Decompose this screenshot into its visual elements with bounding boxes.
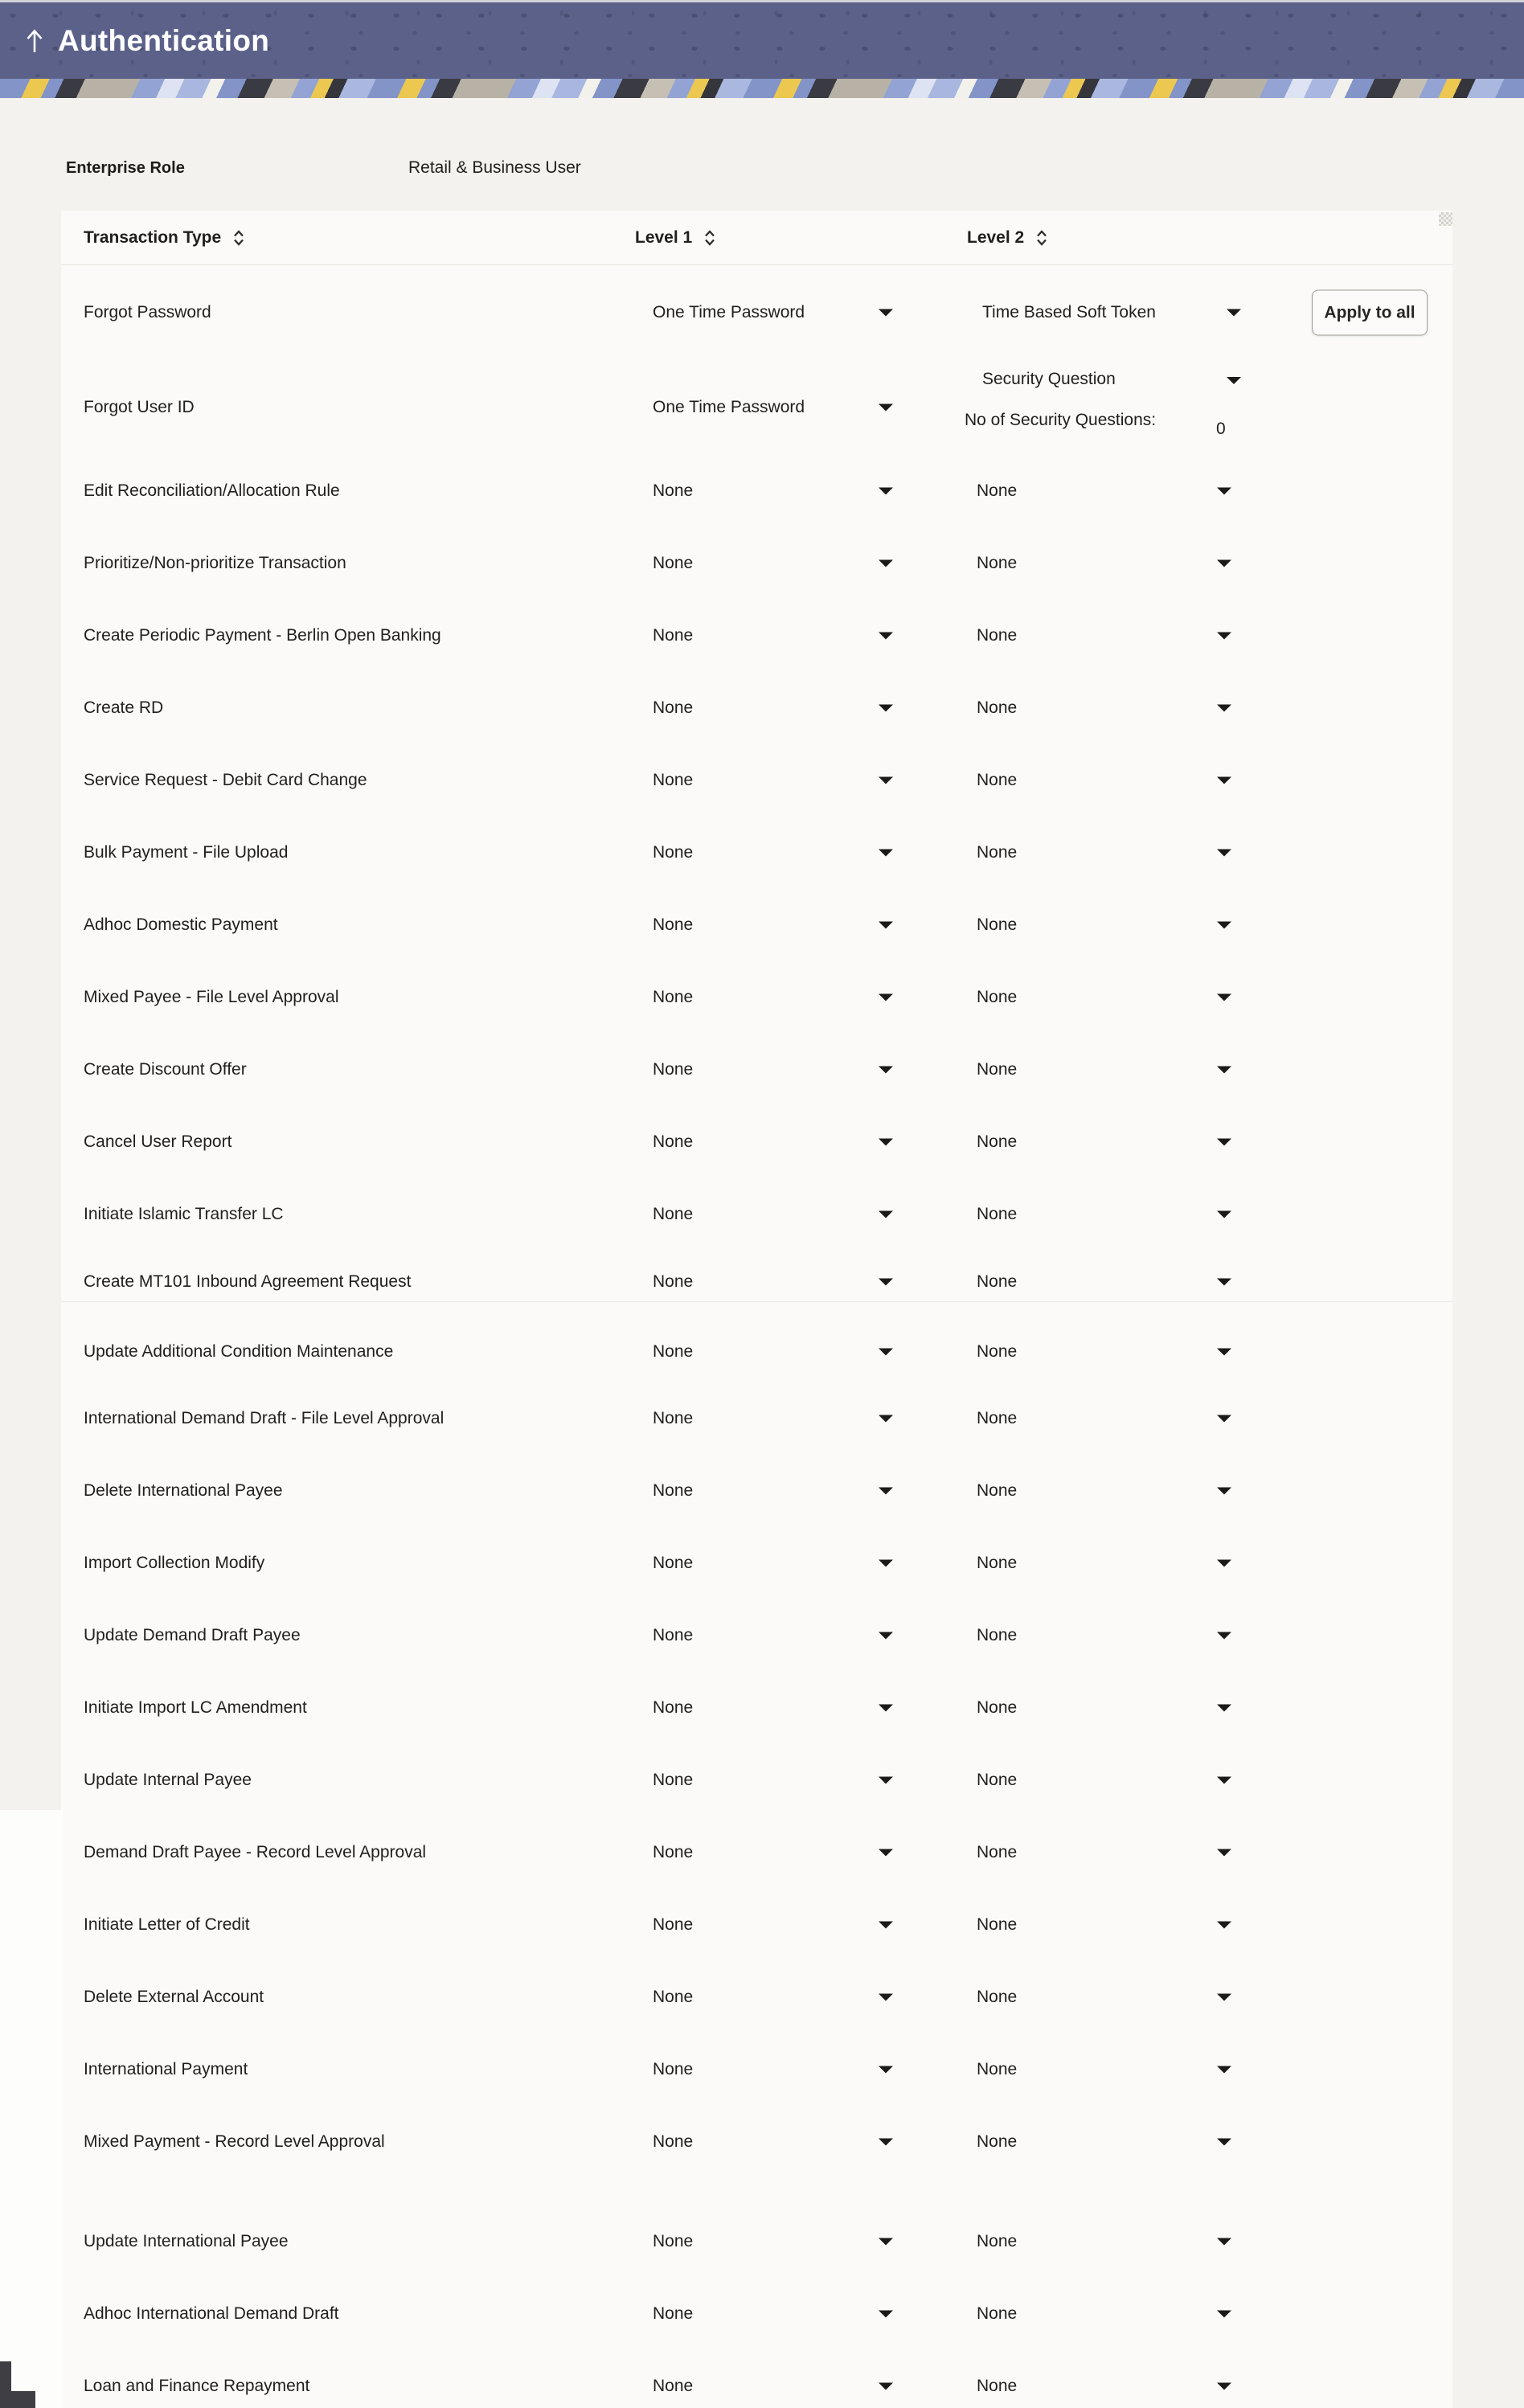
column-header-level2 [967, 228, 1048, 248]
table-row [61, 2033, 1452, 2106]
transaction-type-label: Edit Reconciliation/Allocation Rule [84, 481, 340, 500]
table-header-row [61, 211, 1452, 265]
level2-select-value[interactable]: None [977, 1554, 1018, 1572]
level1-dropdown-arrow-icon[interactable] [879, 1415, 893, 1423]
level1-select-value[interactable]: None [653, 2304, 694, 2323]
sort-icon[interactable] [232, 228, 245, 248]
level1-dropdown-arrow-icon[interactable] [879, 1777, 893, 1784]
level1-dropdown-arrow-icon[interactable] [879, 2238, 893, 2246]
level2-select-value[interactable]: None [977, 1060, 1018, 1079]
level1-select-value[interactable]: None [653, 1481, 694, 1500]
level2-dropdown-arrow-icon[interactable] [1217, 1067, 1231, 1074]
level1-dropdown-arrow-icon[interactable] [879, 1279, 893, 1286]
sort-icon[interactable] [703, 228, 716, 248]
level2-select-value[interactable]: None [977, 2304, 1018, 2323]
transaction-type-label: Loan and Finance Repayment [84, 2377, 310, 2395]
table-row [61, 817, 1452, 889]
level2-dropdown-arrow-icon[interactable] [1217, 777, 1231, 784]
level2-select-value[interactable]: None [977, 771, 1018, 789]
level1-select-value[interactable]: None [653, 2377, 694, 2395]
level2-select-value[interactable]: None [977, 2060, 1018, 2078]
level1-select-value[interactable]: None [653, 1554, 694, 1572]
level1-select-value[interactable]: One Time Password [653, 398, 805, 416]
level2-dropdown-arrow-icon[interactable] [1217, 1777, 1231, 1784]
level1-select-value[interactable]: None [653, 1409, 694, 1427]
table-row [61, 961, 1452, 1034]
level2-dropdown-arrow-icon[interactable] [1217, 1139, 1231, 1146]
app-header [0, 2, 1524, 79]
level2-select-value[interactable]: None [977, 2232, 1018, 2250]
level2-dropdown-arrow-icon[interactable] [1217, 2383, 1231, 2390]
level2-select-value[interactable]: None [977, 1843, 1018, 1861]
level1-select-value[interactable]: None [653, 2232, 694, 2250]
level1-dropdown-arrow-icon[interactable] [879, 560, 893, 567]
transaction-type-label: Create Periodic Payment - Berlin Open Banking [84, 626, 441, 645]
level2-dropdown-arrow-icon[interactable] [1217, 1994, 1231, 2001]
level2-dropdown-arrow-icon[interactable] [1217, 1415, 1231, 1423]
level2-dropdown-arrow-icon[interactable] [1227, 309, 1241, 317]
table-row [61, 1034, 1452, 1106]
level1-select-value[interactable]: None [653, 554, 694, 572]
page-title: Authentication [58, 23, 270, 57]
level2-select-value[interactable]: None [977, 554, 1018, 572]
level1-dropdown-arrow-icon[interactable] [879, 850, 893, 857]
security-questions-label: No of Security Questions: [965, 411, 1157, 429]
level2-dropdown-arrow-icon[interactable] [1217, 1211, 1231, 1218]
table-row [61, 2205, 1452, 2278]
level2-select-value[interactable]: None [977, 698, 1018, 717]
column-header-label: Transaction Type [84, 227, 222, 247]
transaction-type-label: Adhoc International Demand Draft [84, 2304, 339, 2323]
level2-dropdown-arrow-icon[interactable] [1217, 1349, 1231, 1356]
level2-select-value[interactable]: None [977, 1988, 1018, 2006]
level1-dropdown-arrow-icon[interactable] [879, 1211, 893, 1218]
transaction-type-label: Initiate Letter of Credit [84, 1915, 250, 1934]
security-questions-count[interactable]: 0 [1216, 420, 1226, 438]
transaction-type-label: Update Internal Payee [84, 1771, 252, 1789]
apply-to-all-button[interactable]: Apply to all [1312, 290, 1428, 336]
level2-select-value[interactable]: None [977, 915, 1018, 934]
table-row [61, 2350, 1452, 2408]
transaction-type-label: Delete International Payee [84, 1481, 283, 1500]
table-row [61, 1455, 1452, 1527]
level1-dropdown-arrow-icon[interactable] [879, 1139, 893, 1146]
level1-dropdown-arrow-icon[interactable] [879, 2383, 893, 2390]
level2-select-value[interactable]: None [977, 2132, 1018, 2151]
transaction-type-label: Prioritize/Non-prioritize Transaction [84, 554, 346, 572]
level2-select-value[interactable]: None [977, 1272, 1018, 1292]
table-row [61, 1672, 1452, 1744]
level2-select-value[interactable]: None [977, 843, 1018, 862]
decorative-stripe-band [0, 79, 1524, 98]
transaction-type-label: International Payment [84, 2060, 248, 2078]
transaction-type-label: Forgot Password [84, 303, 211, 321]
column-header-level1 [635, 228, 716, 248]
level1-dropdown-arrow-icon[interactable] [879, 633, 893, 640]
level1-dropdown-arrow-icon[interactable] [879, 1560, 893, 1567]
level2-select-value[interactable]: None [977, 626, 1018, 645]
table-row [61, 744, 1452, 817]
level2-select-value[interactable]: None [977, 1626, 1018, 1644]
level2-dropdown-arrow-icon[interactable] [1217, 2311, 1231, 2318]
transaction-type-label: Create MT101 Inbound Agreement Request [84, 1272, 412, 1292]
level2-dropdown-arrow-icon[interactable] [1217, 1705, 1231, 1712]
level1-select-value[interactable]: None [653, 1132, 694, 1151]
level1-select-value[interactable]: None [653, 2132, 694, 2151]
level2-dropdown-arrow-icon[interactable] [1217, 560, 1231, 567]
level2-dropdown-arrow-icon[interactable] [1217, 850, 1231, 857]
level2-select-value[interactable]: None [977, 1205, 1018, 1223]
table-row [61, 600, 1452, 672]
level1-dropdown-arrow-icon[interactable] [879, 1488, 893, 1495]
level1-select-value[interactable]: None [653, 1060, 694, 1079]
table-row [61, 2278, 1452, 2350]
level1-dropdown-arrow-icon[interactable] [879, 404, 893, 412]
transaction-type-label: Initiate Islamic Transfer LC [84, 1205, 284, 1223]
enterprise-role-label: Enterprise Role [66, 159, 185, 177]
transaction-type-label: Create RD [84, 698, 164, 717]
level1-select-value[interactable]: None [653, 698, 694, 717]
level1-dropdown-arrow-icon[interactable] [879, 1632, 893, 1640]
level1-select-value[interactable]: None [653, 2060, 694, 2078]
level2-select-value[interactable]: None [977, 988, 1018, 1006]
level2-dropdown-arrow-icon[interactable] [1217, 1488, 1231, 1495]
column-header-label: Level 1 [635, 227, 693, 247]
level2-dropdown-arrow-icon[interactable] [1217, 2066, 1231, 2074]
table-row [61, 360, 1452, 455]
level1-select-value[interactable]: None [653, 626, 694, 645]
level2-dropdown-arrow-icon[interactable] [1217, 633, 1231, 640]
level1-select-value[interactable]: None [653, 1205, 694, 1223]
level2-dropdown-arrow-icon[interactable] [1217, 1922, 1231, 1929]
transaction-type-label: Mixed Payment - Record Level Approval [84, 2132, 385, 2151]
level2-dropdown-arrow-icon[interactable] [1217, 1560, 1231, 1567]
transaction-type-label: Bulk Payment - File Upload [84, 843, 289, 862]
table-body [61, 265, 1452, 2408]
transaction-type-label: Demand Draft Payee - Record Level Approval [84, 1843, 427, 1861]
left-gutter-panel [0, 1810, 63, 2408]
level1-select-value[interactable]: None [653, 843, 694, 862]
level2-dropdown-arrow-icon[interactable] [1217, 488, 1231, 495]
level2-dropdown-arrow-icon[interactable] [1217, 1632, 1231, 1640]
level1-select-value[interactable]: None [653, 915, 694, 934]
level2-dropdown-arrow-icon[interactable] [1217, 1849, 1231, 1857]
table-row [61, 1599, 1452, 1672]
level1-dropdown-arrow-icon[interactable] [879, 2139, 893, 2146]
level2-dropdown-arrow-icon[interactable] [1217, 1279, 1231, 1286]
level1-dropdown-arrow-icon[interactable] [879, 2311, 893, 2318]
level1-select-value[interactable]: None [653, 1771, 694, 1789]
table-row [61, 527, 1452, 600]
level2-select-value[interactable]: Security Question [982, 370, 1116, 388]
level1-select-value[interactable]: None [653, 1626, 694, 1644]
level1-select-value[interactable]: None [653, 1272, 694, 1292]
transaction-type-label: Delete External Account [84, 1988, 264, 2006]
table-row [61, 2106, 1452, 2178]
transaction-type-label: Cancel User Report [84, 1132, 232, 1151]
table-row [61, 1302, 1452, 1382]
enterprise-role-row [0, 158, 1524, 182]
level2-select-value[interactable]: None [977, 1915, 1018, 1934]
table-row [61, 1106, 1452, 1178]
level1-dropdown-arrow-icon[interactable] [879, 1922, 893, 1929]
level2-dropdown-arrow-icon[interactable] [1217, 2139, 1231, 2146]
column-header-transaction-type [84, 228, 245, 248]
table-row [61, 1961, 1452, 2033]
transaction-type-label: Adhoc Domestic Payment [84, 915, 278, 934]
bottom-left-dark-corner [0, 2391, 35, 2408]
level2-select-value[interactable]: None [977, 1409, 1018, 1427]
level2-select-value[interactable]: None [977, 1342, 1018, 1361]
table-row [61, 455, 1452, 527]
level2-dropdown-arrow-icon[interactable] [1217, 994, 1231, 1001]
level1-select-value[interactable]: None [653, 481, 694, 500]
level1-dropdown-arrow-icon[interactable] [879, 1349, 893, 1356]
level2-select-value[interactable]: Time Based Soft Token [982, 303, 1156, 321]
level1-select-value[interactable]: One Time Password [653, 303, 805, 321]
table-row [61, 672, 1452, 744]
level2-dropdown-arrow-icon[interactable] [1217, 922, 1231, 929]
transaction-type-label: Import Collection Modify [84, 1554, 265, 1572]
level2-select-value[interactable]: None [977, 481, 1018, 500]
table-row [61, 1816, 1452, 1889]
level1-select-value[interactable]: None [653, 988, 694, 1006]
level2-dropdown-arrow-icon[interactable] [1227, 377, 1241, 384]
transaction-type-label: Update Additional Condition Maintenance [84, 1342, 394, 1361]
level1-select-value[interactable]: None [653, 1843, 694, 1861]
level1-dropdown-arrow-icon[interactable] [879, 705, 893, 712]
column-header-label: Level 2 [967, 227, 1025, 247]
level1-dropdown-arrow-icon[interactable] [879, 1994, 893, 2001]
level1-select-value[interactable]: None [653, 771, 694, 789]
sort-icon[interactable] [1035, 228, 1048, 248]
table-row [61, 889, 1452, 961]
transaction-type-label: Update Demand Draft Payee [84, 1626, 301, 1644]
level1-select-value[interactable]: None [653, 1698, 694, 1717]
level1-dropdown-arrow-icon[interactable] [879, 922, 893, 929]
authentication-table-panel [61, 211, 1452, 2408]
level1-dropdown-arrow-icon[interactable] [879, 1067, 893, 1074]
level1-select-value[interactable]: None [653, 1342, 694, 1361]
transaction-type-label: Initiate Import LC Amendment [84, 1698, 307, 1717]
table-row [61, 1178, 1452, 1251]
table-row [61, 1527, 1452, 1599]
table-row [61, 1889, 1452, 1961]
table-row [61, 1744, 1452, 1816]
level2-select-value[interactable]: None [977, 1132, 1018, 1151]
transaction-type-label: Update International Payee [84, 2232, 289, 2250]
table-row [61, 1251, 1452, 1301]
section-gap [61, 2178, 1452, 2205]
level1-dropdown-arrow-icon[interactable] [879, 309, 893, 317]
level2-select-value[interactable]: None [977, 1698, 1018, 1717]
level1-dropdown-arrow-icon[interactable] [879, 1849, 893, 1857]
level1-select-value[interactable]: None [653, 1988, 694, 2006]
back-up-arrow-icon[interactable] [21, 23, 48, 59]
table-row [61, 265, 1452, 360]
level2-dropdown-arrow-icon[interactable] [1217, 2238, 1231, 2246]
transaction-type-label: Create Discount Offer [84, 1060, 247, 1079]
level1-dropdown-arrow-icon[interactable] [879, 488, 893, 495]
transaction-type-label: Forgot User ID [84, 398, 195, 416]
level1-dropdown-arrow-icon[interactable] [879, 1705, 893, 1712]
level1-dropdown-arrow-icon[interactable] [879, 2066, 893, 2074]
level1-dropdown-arrow-icon[interactable] [879, 777, 893, 784]
transaction-type-label: International Demand Draft - File Level Approval [84, 1409, 444, 1427]
transaction-type-label: Service Request - Debit Card Change [84, 771, 367, 789]
level2-select-value[interactable]: None [977, 1481, 1018, 1500]
level2-select-value[interactable]: None [977, 2377, 1018, 2395]
level2-select-value[interactable]: None [977, 1771, 1018, 1789]
enterprise-role-value: Retail & Business User [408, 158, 581, 177]
level2-dropdown-arrow-icon[interactable] [1217, 705, 1231, 712]
level1-select-value[interactable]: None [653, 1915, 694, 1934]
table-row [61, 1382, 1452, 1455]
transaction-type-label: Mixed Payee - File Level Approval [84, 988, 339, 1006]
level1-dropdown-arrow-icon[interactable] [879, 994, 893, 1001]
